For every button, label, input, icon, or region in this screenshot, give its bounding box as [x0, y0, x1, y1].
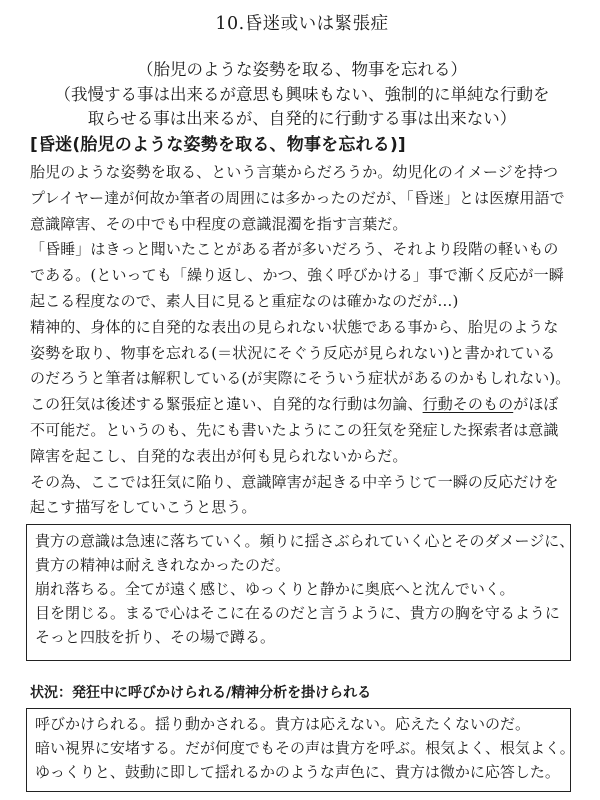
box-line: 貴方の精神は耐えきれなかったのだ。 — [35, 556, 291, 574]
note-line: 取らせる事は出来るが、自発的に行動する事は出来ない） — [87, 109, 517, 128]
underlined-text: 行動そのもの — [422, 395, 514, 414]
page-subtitle: （胎児のような姿勢を取る、物事を忘れる） — [137, 60, 467, 79]
body-line: 起こす描写をしていこうと思う。 — [30, 498, 257, 517]
box-line: そっと四肢を折り、その場で蹲る。 — [35, 628, 276, 646]
box-line: 目を閉じる。まるで心はそこに在るのだと言うように、貴方の胸を守るように — [35, 604, 560, 622]
box-line: 呼びかけられる。揺り動かされる。貴方は応えない。応えたくないのだ。 — [35, 715, 531, 733]
body-line: 姿勢を取り、物事を忘れる(＝状況にそぐう反応が見られない)と書かれている — [30, 343, 556, 362]
body-line: 「昏睡」はきっと聞いたことがある者が多いだろう、それより段階の軽いもの — [30, 240, 559, 259]
body-line: 起こる程度なので、素人目に見ると重症なのは確かなのだが…) — [30, 291, 459, 310]
body-line: 意識障害、その中でも中程度の意識混濁を指す言葉だ。 — [30, 214, 408, 233]
box-line: 暗い視界に安堵する。だが何度でもその声は貴方を呼ぶ。根気よく、根気よく。 — [35, 739, 575, 757]
body-line: 胎児のような姿勢を取る、という言葉からだろうか。幼児化のイメージを持つ — [30, 163, 559, 181]
body-line: である。(といっても「繰り返し、かつ、強く呼びかける」事で漸く反応が一瞬 — [30, 266, 564, 285]
page-title: 10.昏迷或いは緊張症 — [215, 14, 389, 34]
text-segment: この狂気は後述する緊張症と違い、自発的な行動は勿論、 — [30, 395, 423, 414]
box-line: 崩れ落ちる。全てが遠く感じ、ゆっくりと静かに奥底へと沈んでいく。 — [35, 580, 515, 598]
body-line: プレイヤー達が何故か筆者の周囲には多かったのだが、「昏迷」とは医療用語で — [30, 188, 565, 207]
example-box — [26, 524, 575, 661]
body-line: のだろうと筆者は解釈している(が実際にそういう症状があるのかもしれない)。 — [30, 369, 571, 388]
body-line: 障害を起こし、自発的な表出が何も見られないからだ。 — [30, 446, 408, 465]
status-label: 状況：発狂中に呼びかけられる/精神分析を掛けられる — [30, 685, 372, 701]
box-line: 貴方の意識は急速に落ちていく。頻りに揺さぶられていく心とそのダメージに、 — [35, 532, 575, 550]
body-text — [30, 160, 574, 521]
section-heading: [昏迷(胎児のような姿勢を取る、物事を忘れる)] — [30, 135, 406, 155]
body-line: その為、ここでは狂気に陥り、意識障害が起きる中辛うじて一瞬の反応だけを — [30, 472, 559, 491]
body-line: 不可能だ。というのも、先にも書いたようにこの狂気を発症した探索者は意識 — [30, 420, 559, 439]
body-line-with-underline — [30, 392, 574, 418]
body-line: 精神的、身体的に自発的な表出の見られない状態である事から、胎児のような — [30, 317, 559, 336]
text-segment: がほぼ — [513, 395, 559, 414]
status-example-box — [26, 708, 575, 792]
note-line: （我慢する事は出来るが意思も興味もない、強制的に単純な行動を — [54, 85, 550, 104]
box-line: ゆっくりと、鼓動に即して揺れるかのような声色に、貴方は微かに応答した。 — [35, 763, 560, 781]
subtitle-note — [30, 83, 574, 131]
